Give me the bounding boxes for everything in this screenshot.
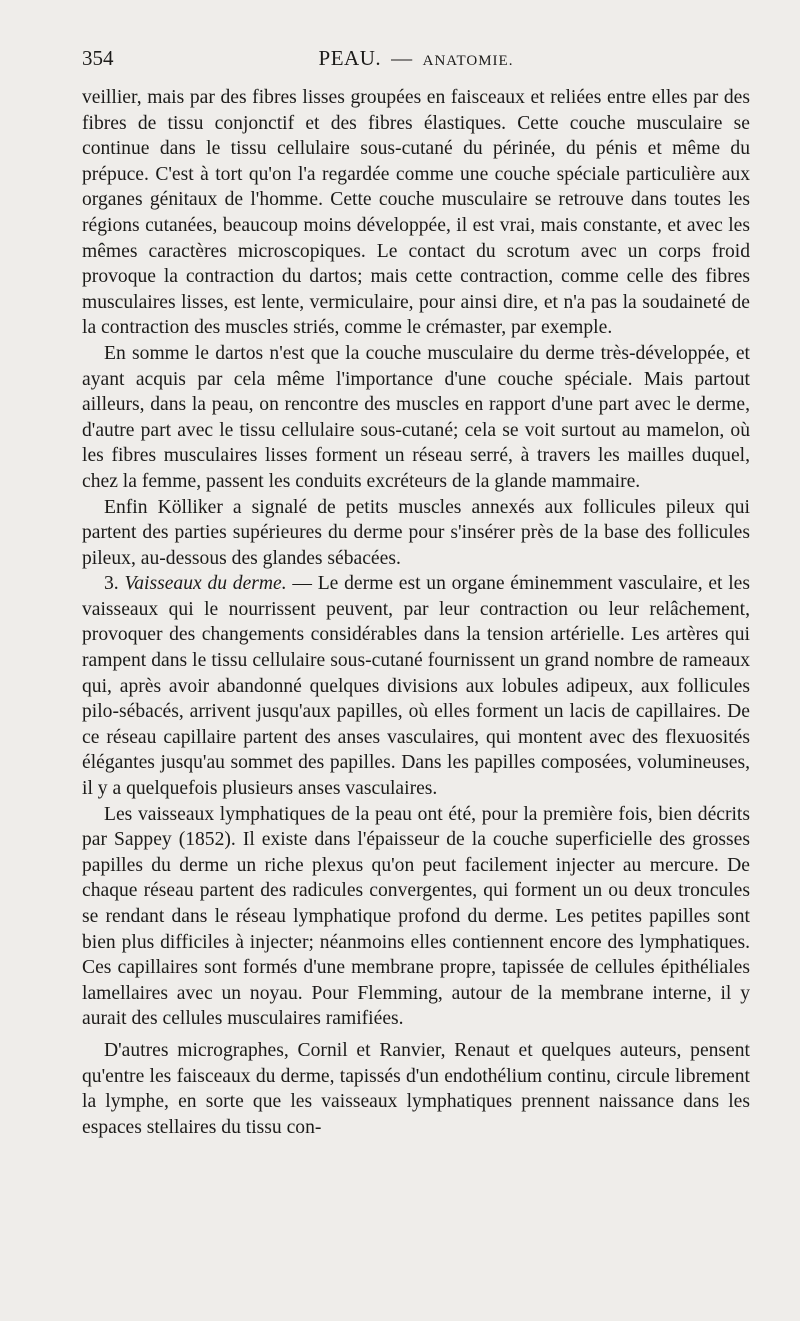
paragraph-dartos-summary: En somme le dartos n'est que la couche musculaire du derme très-développée, et ayant acquis par cela même l'importance d'une couche spéciale. Mais partout ailleurs, dans la peau, on rencontre des muscles en rapport d'une part avec le derme, d'autre part avec le tissu cellulaire sous-cutané; cela se voit surtout au mamelon, où les fibres musculaires lisses forment un réseau serré, à travers les mailles duquel, chez la femme, passent les conduits excréteurs de la glande mammaire. <box>82 342 750 492</box>
section-title: Vaisseaux du derme. <box>124 573 287 595</box>
paragraph-kolliker: Enfin Kölliker a signalé de petits muscles annexés aux follicules pileux qui partent des parties supérieures du derme pour s'insérer près de la base des follicules pileux, au-dessous des glandes sébacées. <box>82 496 750 569</box>
paragraph-vessels: Le derme est un organe éminemment vasculaire, et les vaisseaux qui le nourrissent peuvent, par leur contraction ou leur relâchement, provoquer des changements considérables dans la tension artérielle. Les artères qui rampent dans le tissu cellulaire sous-cutané fournissent un grand nombre de rameaux qui, après avoir abandonné quelques divisions aux lobules adipeux, aux follicules pilo-sébacés, arrivent jusqu'aux papilles, où elles forment un lacis de capillaires. De ce réseau capillaire partent des anses vasculaires, qui montent avec des flexuosités élégantes jusqu'au sommet des papilles. Dans les papilles composées, volumineuses, il y a quelquefois plusieurs anses vasculaires. <box>82 573 750 800</box>
paragraph-micrographers: D'autres micrographes, Cornil et Ranvier, Renaut et quelques auteurs, pensent qu'entre les faisceaux du derme, tapissés d'un endothélium continu, circule librement la lymphe, en sorte que les vaisseaux lymphatiques prennent naissance dans les espaces stellaires du tissu con- <box>82 1039 750 1138</box>
paragraph-dartos-continuation: veillier, mais par des fibres lisses groupées en faisceaux et reliées entre elles par des fibres de tissu conjonctif et des fibres élastiques. Cette couche musculaire se continue dans le tissu cellulaire sous-cutané du périnée, du pénis et même du prépuce. C'est à tort qu'on l'a regardée comme une couche spéciale particulière aux organes génitaux de l'homme. Cette couche musculaire se retrouve dans toutes les régions cutanées, beaucoup moins développée, il est vrai, mais constante, et avec les mêmes caractères microscopiques. Le contact du scrotum avec un corps froid provoque la contraction du dartos; mais cette contraction, comme celle des fibres musculaires lisses, est lente, vermiculaire, pour ainsi dire, et n'a pas la soudaineté de la contraction des muscles striés, comme le crémaster, par exemple. <box>82 87 750 339</box>
paragraph-lymphatics: Les vaisseaux lymphatiques de la peau ont été, pour la première fois, bien décrits par Sappey (1852). Il existe dans l'épaisseur de la couche superficielle des grosses papilles du derme un riche plexus qu'on peut facilement injecter au mercure. De chaque réseau partent des radicules convergentes, qui forment un ou deux troncules se rendant dans le réseau lymphatique profond du derme. Les petites papilles sont bien plus difficiles à injecter; néanmoins elles contiennent encore des lymphatiques. Ces capillaires sont formés d'une membrane propre, tapissée de cellules épithéliales lamellaires avec un noyau. Pour Flemming, autour de la membrane interne, il y aurait des cellules musculaires ramifiées. <box>82 803 750 1030</box>
page-number: 354 <box>82 46 114 70</box>
running-head <box>82 46 750 71</box>
running-head-subtitle: ANATOMIE. <box>422 53 514 69</box>
running-head-title: PEAU. <box>318 46 382 70</box>
section-vaisseaux <box>82 571 750 801</box>
section-dash: — <box>292 573 312 595</box>
section-number: 3. <box>104 573 119 595</box>
body-text <box>82 85 750 1140</box>
page-header <box>82 46 750 86</box>
running-head-dash: — <box>391 46 413 70</box>
